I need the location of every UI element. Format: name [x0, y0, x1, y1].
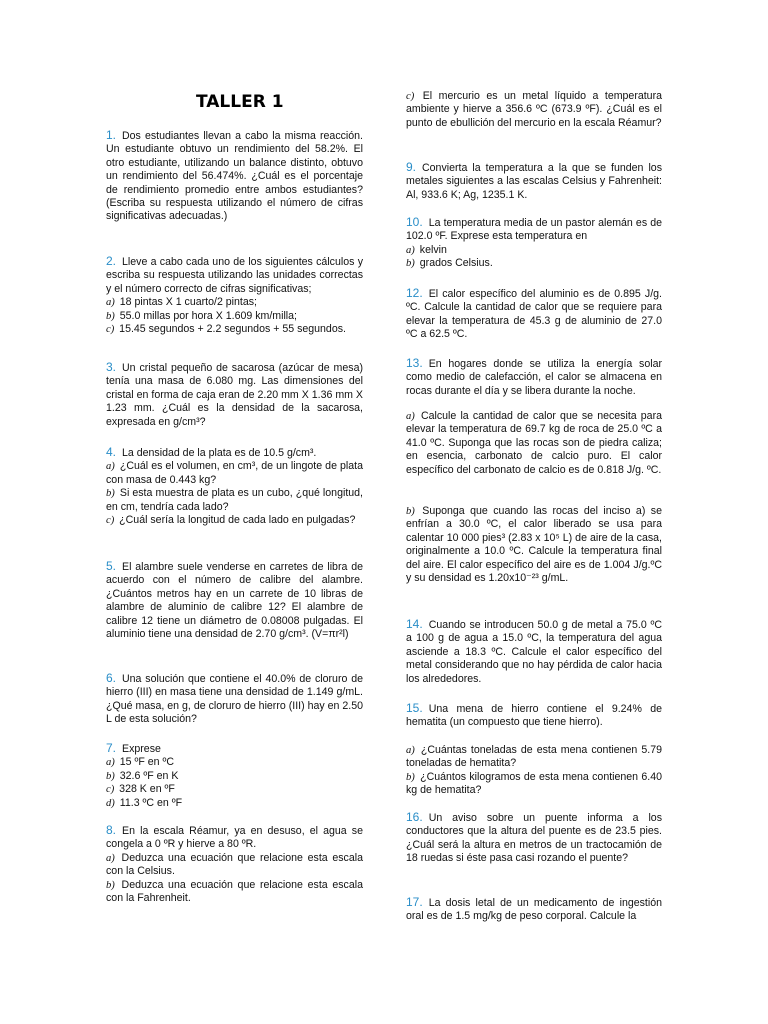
exercise-number: 8. — [106, 823, 117, 837]
exercise-number: 2. — [106, 254, 117, 268]
sub-question-letter: a) — [106, 852, 115, 864]
sub-question-text: 328 K en ºF — [116, 783, 175, 796]
exercise-item — [106, 742, 363, 810]
sub-question-letter: b) — [106, 770, 115, 782]
exercise-item — [406, 410, 662, 477]
exercise-item — [406, 505, 662, 585]
exercise-item — [406, 896, 662, 924]
sub-question-letter: c) — [106, 515, 115, 527]
sub-question-text: ¿Cuántos kilogramos de esta mena contienen 6.40 kg de hematita? — [406, 770, 662, 797]
sub-question — [406, 244, 662, 257]
sub-question-text: 18 pintas X 1 cuarto/2 pintas; — [116, 296, 257, 309]
sub-question-text: Deduzca una ecuación que relacione esta escala con la Fahrenheit. — [106, 878, 363, 905]
exercise-item — [106, 361, 363, 429]
exercise-text: Exprese — [122, 743, 161, 755]
sub-question-text: 32.6 ºF en K — [116, 769, 179, 782]
exercise-text: El alambre suele venderse en carretes de libra de acuerdo con el número de calibre del alambre. ¿Cuántos metros hay en un carrete de 10 libras de alambre de aluminio de calibre 12? El alambre de calibre 12 tiene un diámetro de 0.08008 pulgadas. El aluminio tiene una densidad de 2.70 g/cm³. (V=πr²l) — [106, 561, 363, 641]
sub-question — [106, 296, 363, 309]
exercise-text: Una solución que contiene el 40.0% de cloruro de hierro (III) en masa tiene una densidad de 1.149 g/mL. ¿Qué masa, en g, de cloruro de hierro (III) hay en 2.50 L de esta solución? — [106, 673, 363, 726]
exercise-number: 7. — [106, 741, 117, 755]
sub-question — [406, 257, 662, 270]
exercise-text: Una mena de hierro contiene el 9.24% de hematita (un compuesto que tiene hierro). — [406, 703, 662, 729]
exercise-text: Cuando se introducen 50.0 g de metal a 75.0 ºC a 100 g de agua a 15.0 ºC, la temperatura del agua asciende a 18.3 ºC. Calcule el calor específico del metal considerando que no hay pérdida de calor hacia los alrededores. — [406, 619, 662, 685]
exercise-number: 4. — [106, 445, 117, 459]
sub-question — [106, 852, 363, 879]
exercise-text: La densidad de la plata es de 10.5 g/cm³. — [122, 447, 317, 459]
exercise-item — [406, 702, 662, 730]
sub-question — [406, 771, 662, 798]
exercise-item — [106, 560, 363, 641]
exercise-item — [106, 446, 363, 527]
sub-question — [106, 487, 363, 514]
exercise-text: Un cristal pequeño de sacarosa (azúcar de mesa) tenía una masa de 6.080 mg. Las dimensiones del cristal en forma de caja eran de 2.20 mm X 1.36 mm X 1.23 mm. ¿Cuál es la densidad de la sacarosa, expresada en g/cm³? — [106, 362, 363, 428]
exercise-number: 15. — [406, 701, 423, 715]
exercise-text: Dos estudiantes llevan a cabo la misma reacción. Un estudiante obtuvo un rendimiento del 58.2%. El otro estudiante, utilizando un balance distinto, obtuvo un rendimiento del 56.474%. ¿Cuál es el porcentaje de rendimiento promedio entre ambos estudiantes? (Escriba su respuesta utilizando el número de cifras significativas adecuadas.) — [106, 130, 363, 223]
sub-question-letter: c) — [106, 784, 115, 796]
exercise-item — [406, 811, 662, 866]
sub-question-text: 55.0 millas por hora X 1.609 km/milla; — [116, 309, 297, 322]
exercise-number: 10. — [406, 215, 423, 229]
sub-question — [106, 783, 363, 796]
exercise-text: En la escala Réamur, ya en desuso, el agua se congela a 0 ºR y hierve a 80 ºR. — [106, 825, 363, 851]
exercise-number: 3. — [106, 360, 117, 374]
sub-question — [406, 505, 662, 585]
exercise-item — [406, 161, 662, 202]
sub-question-letter: b) — [406, 506, 415, 517]
exercise-text: Un aviso sobre un puente informa a los conductores que la altura del puente es de 23.5 pies. ¿Cuál será la altura en metros de un tractocamión de 18 ruedas si éste pasa casi rozando el puente? — [406, 812, 662, 865]
exercise-item — [406, 357, 662, 398]
exercise-number: 14. — [406, 617, 423, 631]
sub-question-text: Si esta muestra de plata es un cubo, ¿qué longitud, en cm, tendría cada lado? — [106, 487, 363, 513]
exercise-item — [406, 90, 662, 130]
sub-question-text: 15 ºF en ºC — [116, 756, 175, 769]
sub-question-text: grados Celsius. — [416, 257, 493, 270]
sub-question-letter: a) — [106, 297, 115, 309]
sub-question-letter: a) — [106, 461, 115, 473]
exercise-item — [406, 287, 662, 342]
sub-question-text: Calcule la cantidad de calor que se necesita para elevar la temperatura de 69.7 kg de roca de 25.0 ºC a 41.0 ºC. Suponga que las rocas son de piedra caliza; en esencia, carbonato de calcio puro. El calor específico del carbonato de calcio es de 0.818 J/g. ºC. — [406, 410, 662, 476]
exercise-item — [406, 744, 662, 798]
exercise-text: Lleve a cabo cada uno de los siguientes cálculos y escriba su respuesta utilizando las unidades correctas y el número correcto de cifras significativas; — [106, 256, 363, 295]
sub-question-letter: a) — [406, 745, 415, 756]
sub-question-text: El mercurio es un metal líquido a temperatura ambiente y hierve a 356.6 ºC (673.9 ºF). ¿Cuál es el punto de ebullición del mercurio en la escala Réamur? — [406, 90, 662, 129]
sub-question-text: ¿Cuál es el volumen, en cm³, de un lingote de plata con masa de 0.443 kg? — [106, 460, 363, 486]
sub-question — [106, 770, 363, 783]
exercise-number: 9. — [406, 160, 417, 174]
sub-question-text: 11.3 ºC en ºF — [116, 796, 183, 809]
sub-question — [106, 756, 363, 769]
exercise-text: El calor específico del aluminio es de 0.895 J/g. ºC. Calcule la cantidad de calor que se requiere para elevar la temperatura de 45.3 g de aluminio de 27.0 ºC a 62.5 ºC. — [406, 288, 662, 341]
sub-question-letter: b) — [406, 771, 415, 783]
exercise-item — [406, 216, 662, 271]
exercise-number: 17. — [406, 895, 423, 909]
sub-question-text: 15.45 segundos + 2.2 segundos + 55 segundos. — [116, 323, 346, 336]
sub-question — [106, 460, 363, 487]
exercise-number: 5. — [106, 559, 117, 573]
exercise-number: 12. — [406, 286, 423, 300]
sub-question-letter: b) — [106, 879, 115, 891]
exercise-item — [106, 129, 363, 224]
sub-question-letter: b) — [406, 258, 415, 270]
sub-question-letter: a) — [106, 757, 115, 769]
sub-question-letter: a) — [406, 244, 415, 256]
exercise-item — [106, 255, 363, 336]
sub-question-letter: a) — [406, 411, 415, 422]
exercise-text: La temperatura media de un pastor alemán es de 102.0 ºF. Exprese esta temperatura en — [406, 217, 662, 243]
sub-question — [106, 323, 363, 336]
sub-question-text: Suponga que cuando las rocas del inciso a) se enfrían a 30.0 ºC, el calor liberado se usa para calentar 10 000 pies³ (2.83 x 10⁵ L) de aire de la casa, originalmente a 10.0 ºC. Calcule la temperatura final del aire. El calor específico del aire es de 1.004 J/g.ºC y su densidad es 1.20x10⁻²³ g/mL. — [406, 505, 662, 585]
sub-question — [406, 90, 662, 130]
sub-question — [106, 514, 363, 527]
sub-question-text: kelvin — [416, 243, 447, 256]
exercise-text: En hogares donde se utiliza la energía solar como medio de calefacción, el calor se almacena en rocas durante el día y se libera durante la noche. — [406, 358, 662, 397]
exercise-text: Convierta la temperatura a la que se funden los metales siguientes a las escalas Celsius y Fahrenheit: Al, 933.6 K; Ag, 1235.1 K. — [406, 162, 662, 201]
exercise-number: 6. — [106, 671, 117, 685]
exercise-item — [406, 618, 662, 686]
sub-question — [106, 310, 363, 323]
sub-question-letter: c) — [106, 324, 115, 336]
sub-question-letter: b) — [106, 488, 115, 500]
exercise-number: 1. — [106, 128, 117, 142]
sub-question-letter: c) — [406, 91, 415, 102]
exercise-text: La dosis letal de un medicamento de ingestión oral es de 1.5 mg/kg de peso corporal. Calcule la — [406, 897, 662, 923]
sub-question-text: ¿Cuántas toneladas de esta mena contienen 5.79 toneladas de hematita? — [406, 744, 662, 770]
sub-question — [106, 879, 363, 906]
sub-question — [106, 797, 363, 810]
exercise-item — [106, 672, 363, 727]
exercise-item — [106, 824, 363, 905]
exercise-number: 16. — [406, 810, 423, 824]
sub-question — [406, 410, 662, 477]
sub-question-text: Deduzca una ecuación que relacione esta escala con la Celsius. — [106, 851, 363, 878]
sub-question-letter: d) — [106, 797, 115, 809]
sub-question — [406, 744, 662, 771]
sub-question-letter: b) — [106, 310, 115, 322]
page-title: TALLER 1 — [196, 92, 284, 112]
sub-question-text: ¿Cuál sería la longitud de cada lado en pulgadas? — [116, 514, 356, 527]
exercise-number: 13. — [406, 356, 423, 370]
